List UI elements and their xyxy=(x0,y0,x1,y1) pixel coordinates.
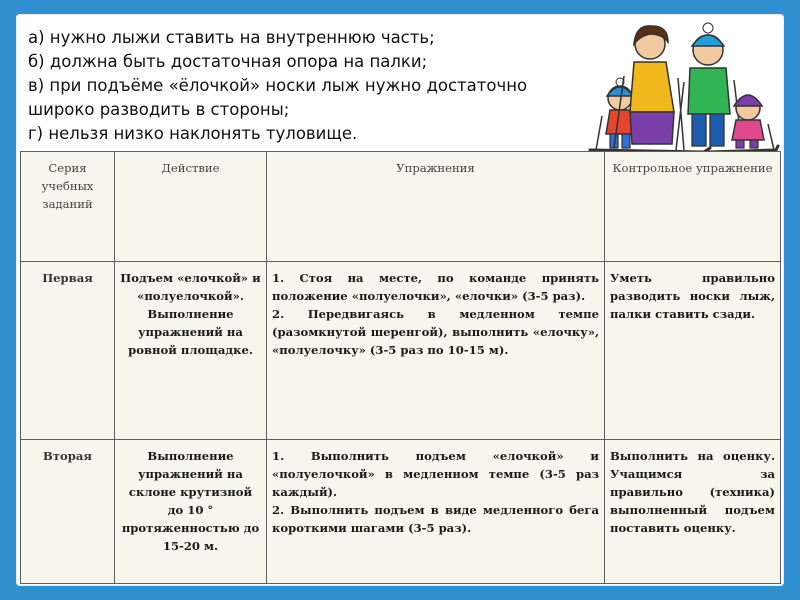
exercises-cell xyxy=(267,440,605,584)
series-cell: Вторая xyxy=(21,440,115,584)
intro-line: г) нельзя низко наклонять туловище. xyxy=(28,124,358,143)
intro-line: в) при подъёме «ёлочкой» носки лыж нужно достаточно xyxy=(28,76,528,95)
intro-line: а) нужно лыжи ставить на внутреннюю часть; xyxy=(28,28,435,47)
exercise-item: 1. Выполнить подъем «елочкой» и «полуелочкой» в медленном темпе (3-5 раз каждый). xyxy=(272,449,599,499)
intro-text xyxy=(28,26,588,146)
control-cell: Выполнить на оценку. Учащимся за правильно (техника) выполненный подъем поставить оценку. xyxy=(605,440,781,584)
series-cell: Первая xyxy=(21,262,115,440)
lesson-plan-table xyxy=(20,151,781,584)
action-cell: Выполнение упражнений на склоне крутизной до 10 ° протяженностью до 15-20 м. xyxy=(115,440,267,584)
table-row xyxy=(21,440,781,584)
exercises-cell xyxy=(267,262,605,440)
skiing-family-illustration xyxy=(584,16,780,158)
action-cell: Подъем «елочкой» и «полуелочкой». Выполнение упражнений на ровной площадке. xyxy=(115,262,267,440)
intro-line: б) должна быть достаточная опора на палки; xyxy=(28,52,428,71)
header-series: Серия учебных заданий xyxy=(21,152,115,262)
intro-line: широко разводить в стороны; xyxy=(28,100,290,119)
exercise-item: 2. Передвигаясь в медленном темпе (разомкнутой шеренгой), выполнить «елочку», «полуелочку» (3-5 раз по 10-15 м). xyxy=(272,307,599,357)
header-exercises: Упражнения xyxy=(267,152,605,262)
table-row xyxy=(21,262,781,440)
exercise-item: 2. Выполнить подъем в виде медленного бега короткими шагами (3-5 раз). xyxy=(272,503,599,535)
control-cell: Уметь правильно разводить носки лыж, палки ставить сзади. xyxy=(605,262,781,440)
header-action: Действие xyxy=(115,152,267,262)
exercise-item: 1. Стоя на месте, по команде принять положение «полуелочки», «елочки» (3-5 раз). xyxy=(272,271,599,303)
header-control: Контрольное упражнение xyxy=(605,152,781,262)
table-header-row xyxy=(21,152,781,262)
